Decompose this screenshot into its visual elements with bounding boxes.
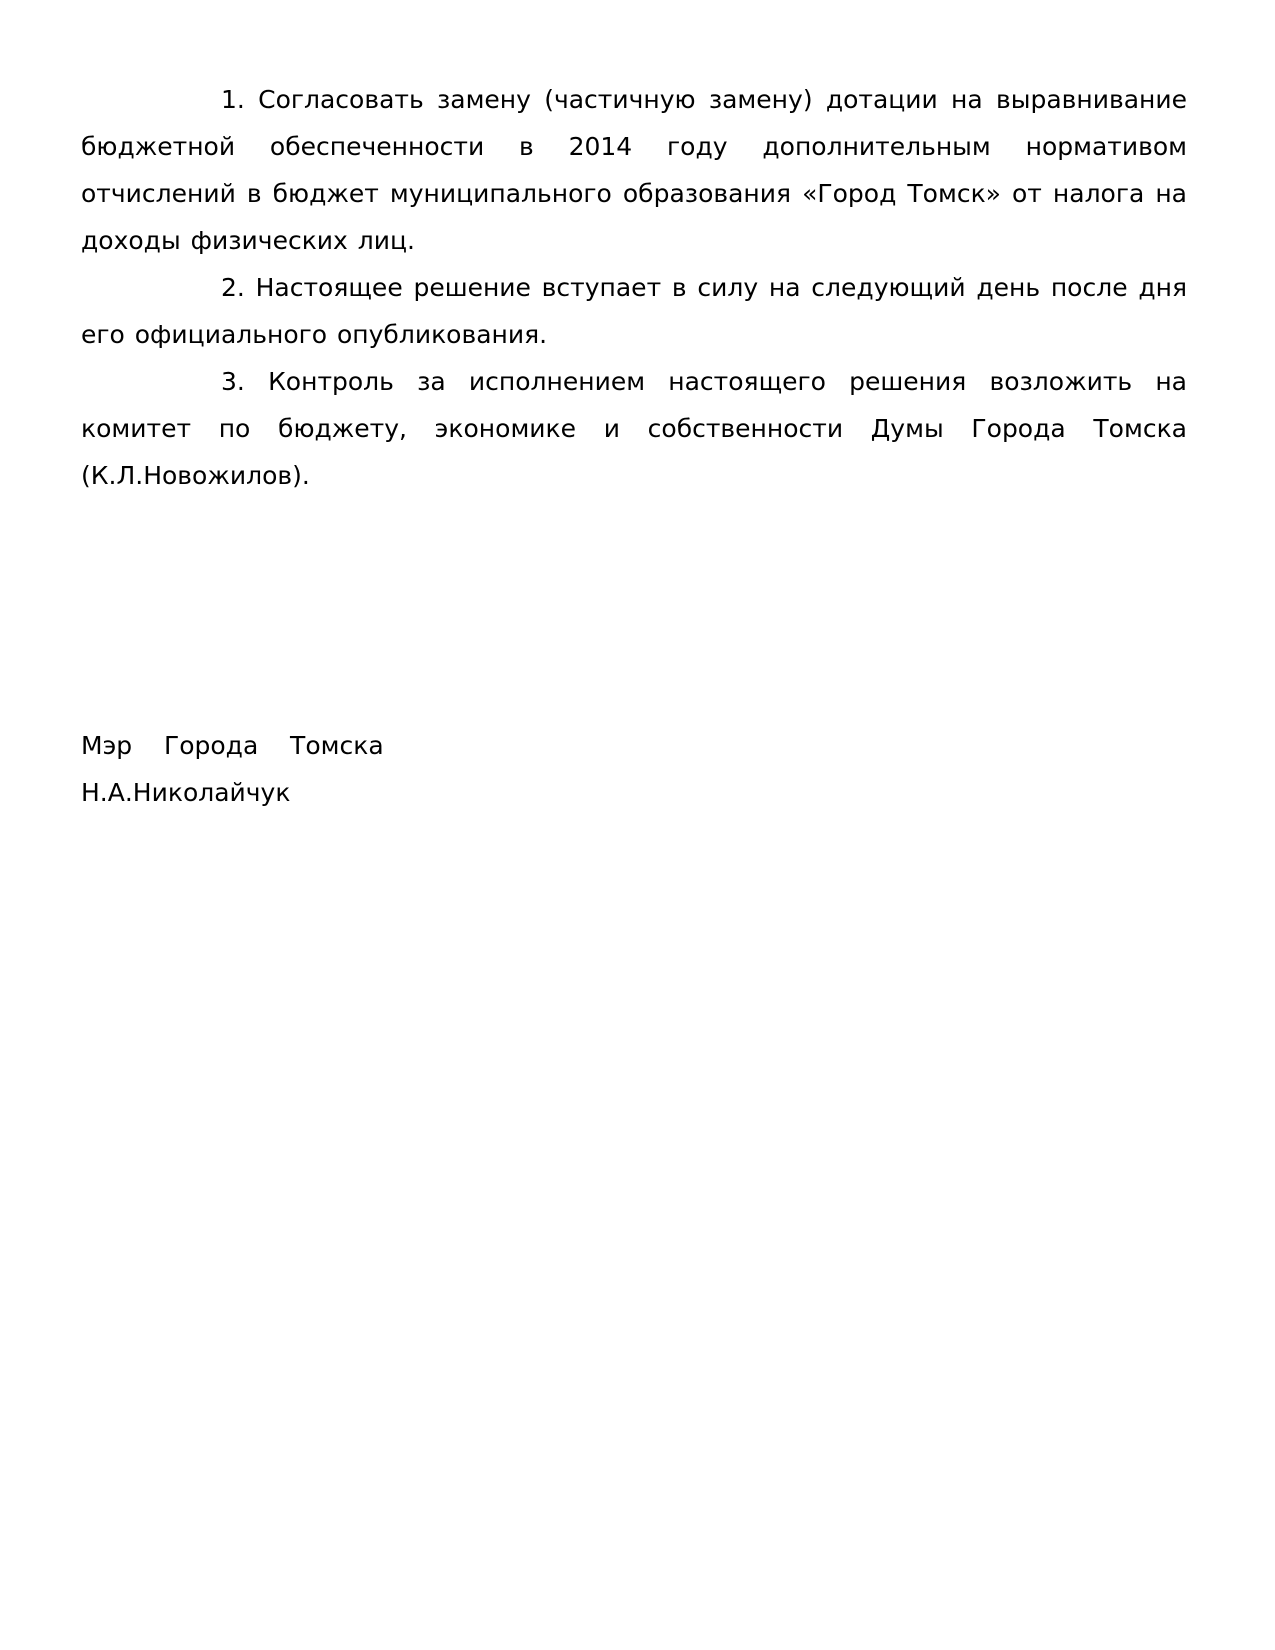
paragraph-2-text: Настоящее решение вступает в силу на следующий день после дня его официального опубликования. (81, 273, 1187, 349)
paragraph-3-text: Контроль за исполнением настоящего решения возложить на комитет по бюджету, экономике и собственности Думы Города Томска (К.Л.Новожилов). (81, 367, 1187, 490)
signature-title: Мэр Города Томска (81, 731, 384, 760)
signature-block (81, 722, 681, 816)
paragraph-2-number: 2. (221, 273, 245, 302)
paragraph-1-number: 1. (221, 85, 245, 114)
paragraph-2 (81, 264, 1187, 358)
paragraph-1 (81, 76, 1187, 264)
document-body (81, 76, 1187, 499)
paragraph-3 (81, 358, 1187, 499)
signature-name: Н.А.Николайчук (81, 778, 291, 807)
paragraph-3-number: 3. (221, 367, 245, 396)
paragraph-1-text: Согласовать замену (частичную замену) дотации на выравнивание бюджетной обеспеченности в 2014 году дополнительным нормативом отчислений в бюджет муниципального образования «Город Томск» от налога на доходы физических лиц. (81, 85, 1187, 255)
